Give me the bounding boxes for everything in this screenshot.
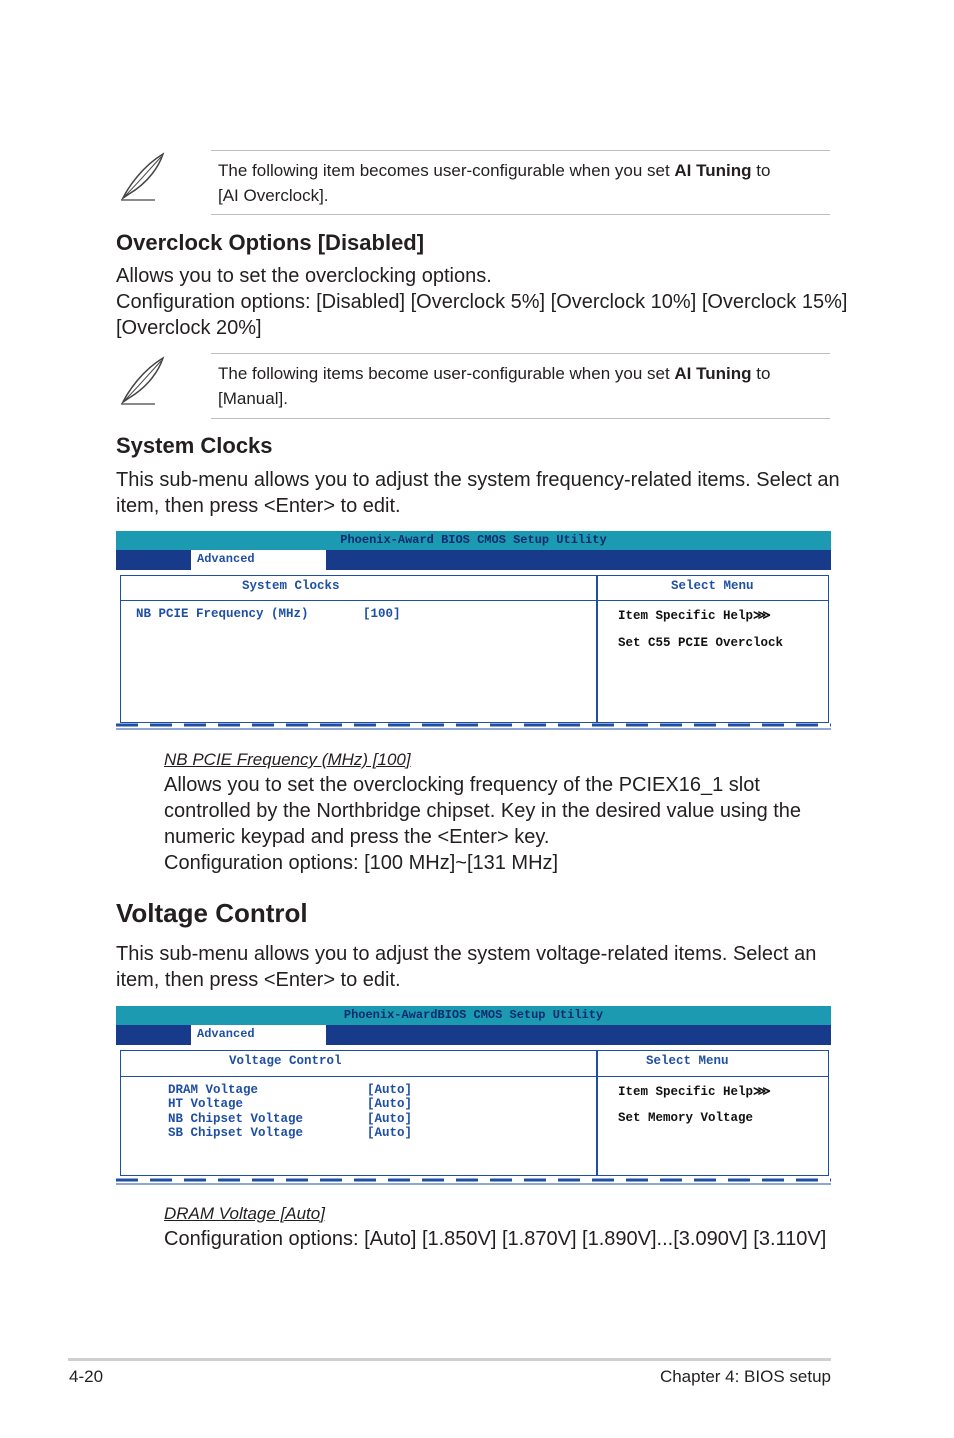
overclock-heading: Overclock Options [Disabled] [116,230,425,255]
bios-screen-system-clocks [116,531,831,731]
voltage-description [116,941,816,993]
voltage-line1: This sub-menu allows you to adjust the system voltage-related items. Select an [116,943,817,965]
system-clocks-line1: This sub-menu allows you to adjust the system frequency-related items. Select an [116,469,840,491]
bios-item-nb-pcie-value[interactable]: [100] [363,607,401,621]
bios-screen-voltage-control [116,1006,831,1186]
bios-item-nb-pcie-label[interactable]: NB PCIE Frequency (MHz) [136,607,309,621]
bios-right-header: Select Menu [646,1054,729,1068]
note-line2: [Manual]. [218,389,288,408]
note-pen-icon [115,352,170,407]
bios-help-text: Set Memory Voltage [618,1111,754,1125]
nb-pcie-subtitle: NB PCIE Frequency (MHz) [100] [164,750,411,769]
overclock-line3: [Overclock 20%] [116,317,262,339]
overclock-line2: Configuration options: [Disabled] [Overclock 5%] [Overclock 10%] [Overclock 15%] [116,291,848,313]
chapter-label: Chapter 4: BIOS setup [659,1367,831,1386]
dram-voltage-subtitle: DRAM Voltage [Auto] [164,1204,325,1223]
note-line2: [AI Overclock]. [218,186,329,205]
note-pen-icon [115,148,170,203]
bios-bottom-border [116,1178,831,1186]
bios-item-ht-voltage-label[interactable]: HT Voltage [168,1097,244,1111]
voltage-line2: item, then press <Enter> to edit. [116,969,401,991]
bios-left-header: Voltage Control [229,1054,342,1068]
nb-pcie-line4: Configuration options: [100 MHz]~[131 MHz] [164,852,559,874]
bios-item-dram-voltage-label[interactable]: DRAM Voltage [168,1083,259,1097]
note-ai-overclock [211,150,830,215]
note-text: The following item becomes user-configurable when you set [218,161,675,180]
bios-body [116,1045,831,1176]
bios-item-nb-chipset-voltage-label[interactable]: NB Chipset Voltage [168,1112,304,1126]
dram-voltage-options: Configuration options: [Auto] [1.850V] [1.870V] [1.890V]...[3.090V] [3.110V] [164,1228,827,1250]
bios-item-ht-voltage-value[interactable]: [Auto] [367,1097,413,1111]
note-bold: AI Tuning [674,161,752,180]
bios-help-text: Set C55 PCIE Overclock [618,636,784,650]
footer-rule [68,1358,831,1361]
system-clocks-description [116,467,840,519]
tab-advanced[interactable]: Advanced [191,550,326,570]
overclock-description [116,263,847,341]
nb-pcie-line2: controlled by the Northbridge chipset. Key in the desired value using the [164,800,802,822]
bios-bottom-border [116,723,831,731]
note-manual [211,353,830,419]
note-text: The following items become user-configurable when you set [218,364,675,383]
nb-pcie-description [164,772,801,876]
bios-left-header: System Clocks [242,579,340,593]
note-text-after: to [751,161,771,180]
bios-item-dram-voltage-value[interactable]: [Auto] [367,1083,413,1097]
bios-body [116,570,831,725]
bios-item-sb-chipset-voltage-label[interactable]: SB Chipset Voltage [168,1126,304,1140]
bios-item-nb-chipset-voltage-value[interactable]: [Auto] [367,1112,413,1126]
nb-pcie-line1: Allows you to set the overclocking frequency of the PCIEX16_1 slot [164,774,760,796]
overclock-line1: Allows you to set the overclocking options. [116,265,492,287]
tab-advanced[interactable]: Advanced [191,1025,326,1045]
bios-menu-bar [116,1025,831,1045]
note-bold: AI Tuning [674,364,752,383]
page-number: 4-20 [69,1367,104,1386]
bios-right-header: Select Menu [671,579,754,593]
bios-menu-bar [116,550,831,570]
bios-title-bar: Phoenix-Award BIOS CMOS Setup Utility [116,531,831,550]
bios-item-sb-chipset-voltage-value[interactable]: [Auto] [367,1126,413,1140]
bios-help-title: Item Specific Help⋙ [618,1085,771,1099]
bios-title-bar: Phoenix-AwardBIOS CMOS Setup Utility [116,1006,831,1025]
nb-pcie-line3: numeric keypad and press the <Enter> key. [164,826,550,848]
note-text-after: to [751,364,771,383]
voltage-heading: Voltage Control [116,898,308,928]
system-clocks-heading: System Clocks [116,433,273,458]
bios-help-title: Item Specific Help⋙ [618,609,771,623]
system-clocks-line2: item, then press <Enter> to edit. [116,495,401,517]
